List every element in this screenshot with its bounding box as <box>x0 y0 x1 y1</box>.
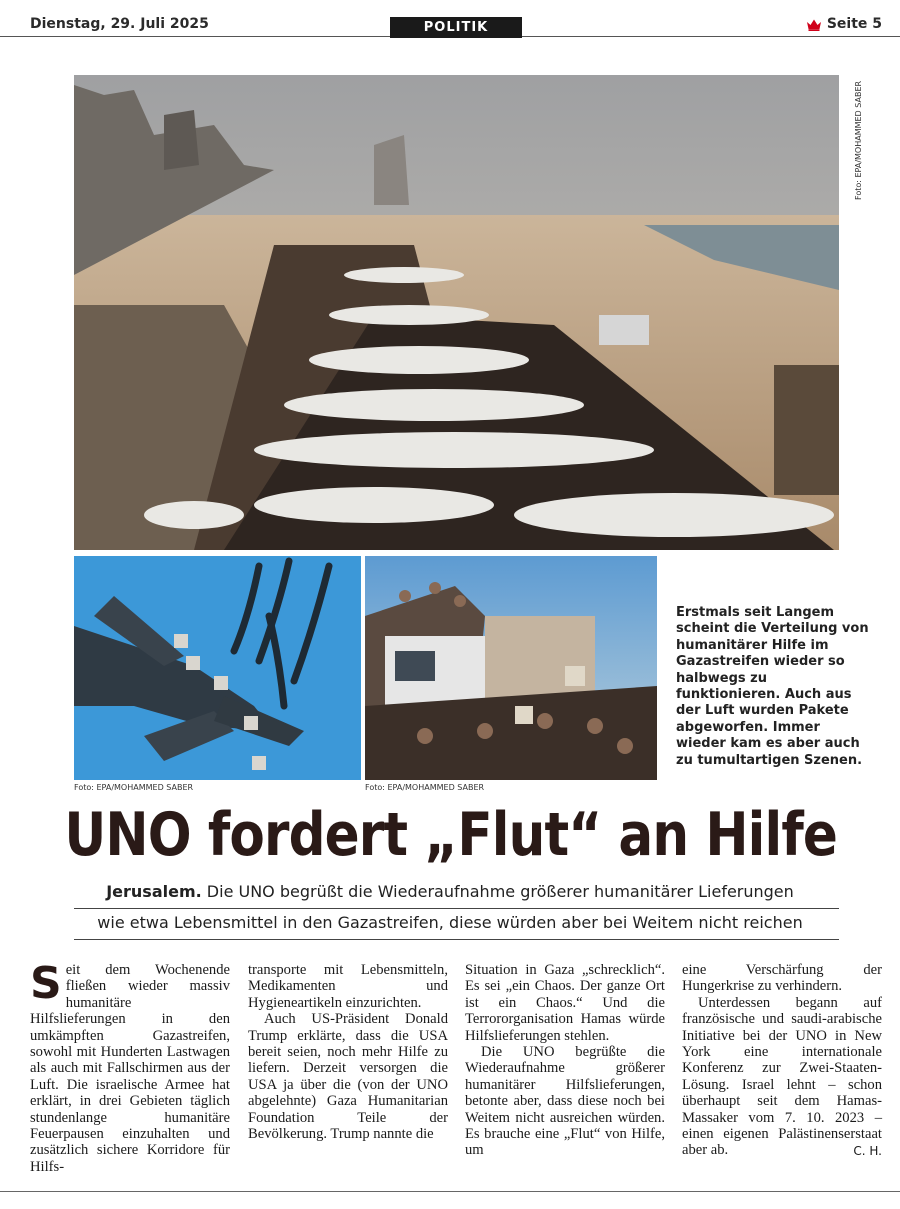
article-paragraph: Situation in Gaza „schrecklich“. Es sei „ein Chaos. Der ganze Ort ist ein Chaos.“ Und die Terrororganisation Hamas würde Hilfslieferungen stehlen. <box>465 962 665 1044</box>
teaser-line-1 <box>0 882 900 901</box>
teaser-divider <box>74 908 839 909</box>
article-column-2 <box>248 962 448 1142</box>
article-paragraph: eine Verschärfung der Hungerkrise zu verhindern. <box>682 962 882 995</box>
main-photo-credit: Foto: EPA/MOHAMMED SABER <box>854 80 863 200</box>
photo-caption: Erstmals seit Langem scheint die Verteilung von humanitärer Hilfe im Gazastreifen wieder so halbwegs zu funktionieren. Auch aus der Luft wurden Pakete abgeworfen. Immer wieder kam es aber auch zu tumultartigen Szenen. <box>676 605 869 768</box>
article-paragraph-text: Unterdessen begann auf französische und saudi-arabische Initiative bei der UNO in New York eine internationale Konferenz zur Zwei-Staaten-Lösung. Israel lehnt – schon überhaupt seit dem Hamas-Massaker vom 7. 10. 2023 – einen eigenen Palästinenserstaat aber ab. <box>682 994 882 1159</box>
page-number-label: Seite 5 <box>826 16 882 32</box>
article-column-4 <box>682 962 882 1160</box>
teaser-divider <box>74 939 839 940</box>
page-number <box>806 16 882 32</box>
header-rule-right <box>522 36 900 37</box>
teaser-text-1: Die UNO begrüßt die Wiederaufnahme größerer humanitärer Lieferungen <box>206 882 794 901</box>
author-initials: C. H. <box>853 1144 882 1159</box>
article-paragraph <box>682 995 882 1159</box>
teaser-line-2: wie etwa Lebensmittel in den Gazastreifen, diese würden aber bei Weitem nicht reichen <box>97 913 803 932</box>
article-column-3 <box>465 962 665 1159</box>
truck-photo-credit: Foto: EPA/MOHAMMED SABER <box>365 783 485 792</box>
article-paragraph: eit dem Wochenende fließen wieder massiv humanitäre Hilfslieferungen in den umkämpften Gazastreifen, sowohl mit Hunderten Lastwagen als auch mit Fallschirmen aus der Luft. Die israelische Armee hat erklärt, in drei Gebieten täglich stundenlange humanitäre Feuerpausen einzuhalten und zusätzlich sichere Korridore für Hilfs- <box>30 962 230 1175</box>
main-photo <box>74 75 839 550</box>
airdrop-photo-credit: Foto: EPA/MOHAMMED SABER <box>74 783 194 792</box>
article-paragraph: transporte mit Lebensmitteln, Medikamenten und Hygieneartikeln einzurichten. <box>248 962 448 1011</box>
article-paragraph: Die UNO begrüßte die Wiederaufnahme größerer humanitärer Hilfslieferungen, betonte aber, dass diese noch bei Weitem nicht ausreichen würden. Es brauche eine „Flut“ von Hilfe, um <box>465 1044 665 1159</box>
header-rule-left <box>0 36 390 37</box>
teaser-location: Jerusalem. <box>106 882 202 901</box>
drop-cap: S <box>30 958 62 1009</box>
section-label: POLITIK <box>390 17 522 38</box>
crown-icon <box>806 18 822 31</box>
footer-rule <box>0 1191 900 1192</box>
headline: UNO fordert „Flut“ an Hilfe <box>64 800 838 870</box>
article-paragraph: Auch US-Präsident Donald Trump erklärte, dass die USA bereit seien, noch mehr Hilfe zu liefern. Derzeit versorgen die USA ja über die (von der UNO abgelehnte) Gaza Humanitarian Foundation Teile der Bevölkerung. Trump nannte die <box>248 1011 448 1143</box>
issue-date: Dienstag, 29. Juli 2025 <box>30 16 209 32</box>
airdrop-photo <box>74 556 361 780</box>
article-column-1 <box>30 958 230 1175</box>
truck-crowd-photo <box>365 556 657 780</box>
